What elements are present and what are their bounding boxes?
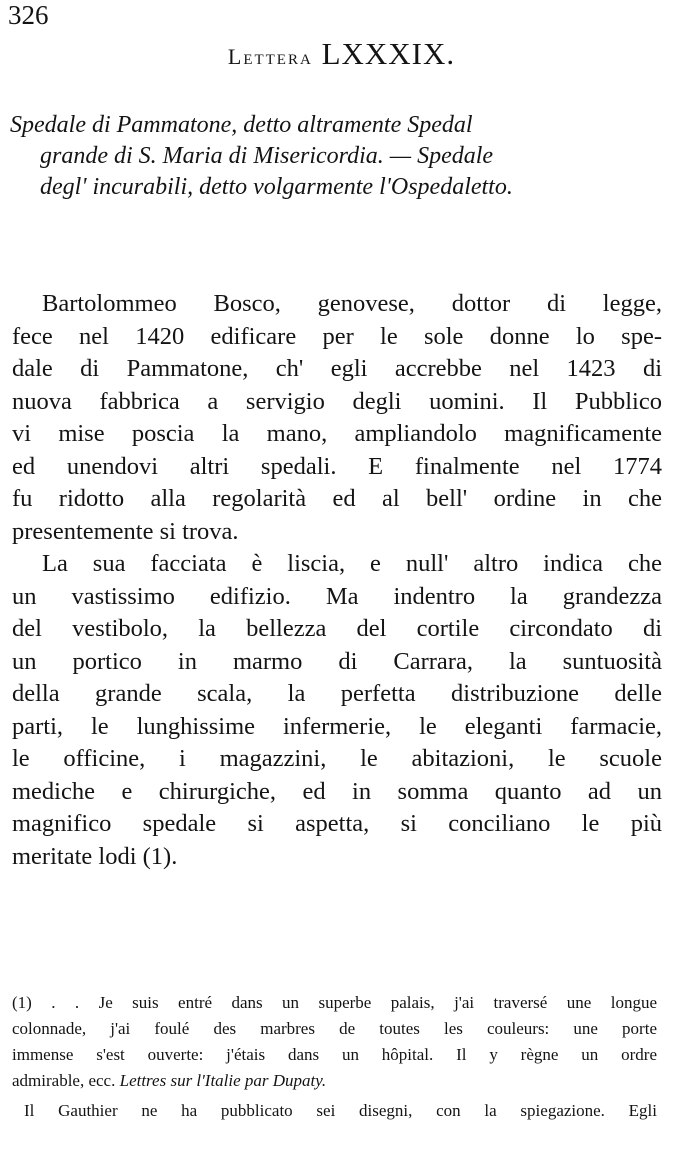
body-line: La sua facciata è liscia, e null' altro indica che: [42, 550, 662, 577]
subtitle-line: Spedale di Pammatone, detto altramente Spedal: [10, 112, 473, 138]
footnote-citation: Lettres sur l'Italie par Dupaty.: [119, 1071, 327, 1090]
body-text: [12, 288, 662, 873]
heading-roman-numeral: LXXXIX.: [321, 36, 456, 71]
body-line: del vestibolo, la bellezza del cortile circondato di: [12, 615, 662, 642]
page-number: 326: [8, 0, 49, 30]
subtitle-line: grande di S. Maria di Misericordia. — Spedale: [40, 143, 494, 169]
body-line: le officine, i magazzini, le abitazioni, le scuole: [12, 745, 662, 772]
body-line: Bartolommeo Bosco, genovese, dottor di legge,: [42, 290, 662, 317]
footnote-text: admirable, ecc.: [12, 1071, 116, 1090]
body-line: parti, le lunghissime infermerie, le eleganti farmacie,: [12, 712, 662, 740]
body-line: vi mise poscia la mano, ampliandolo magnificamente: [12, 420, 662, 447]
body-line: meritate lodi (1).: [12, 842, 178, 870]
heading-prefix: Lettera: [227, 44, 313, 69]
footnote-line: [12, 1068, 657, 1094]
body-line: dale di Pammatone, ch' egli accrebbe nel 1423 di: [12, 355, 662, 382]
body-line: ed unendovi altri spedali. E finalmente nel 1774: [12, 452, 662, 480]
footnote-line: immense s'est ouverte: j'étais dans un hôpital. Il y règne un ordre: [12, 1045, 657, 1064]
footnote-line: (1) . . Je suis entré dans un superbe palais, j'ai traversé une longue: [12, 993, 657, 1012]
subtitle-line: degl' incurabili, detto volgarmente l'Ospedaletto.: [40, 174, 513, 200]
footnotes: [12, 990, 657, 1124]
body-line: fu ridotto alla regolarità ed al bell' ordine in che: [12, 485, 662, 512]
body-line: fece nel 1420 edificare per le sole donne lo spe-: [12, 322, 662, 350]
letter-subtitle: [10, 110, 665, 203]
letter-heading: [0, 36, 683, 75]
body-line: un portico in marmo di Carrara, la suntuosità: [12, 647, 662, 675]
body-line: presentemente si trova.: [12, 517, 239, 545]
body-line: nuova fabbrica a servigio degli uomini. Il Pubblico: [12, 387, 662, 415]
body-line: magnifico spedale si aspetta, si conciliano le più: [12, 810, 662, 837]
footnote-line: colonnade, j'ai foulé des marbres de toutes les couleurs: une porte: [12, 1019, 657, 1038]
body-line: mediche e chirurgiche, ed in somma quanto ad un: [12, 777, 662, 805]
body-line: un vastissimo edifizio. Ma indentro la grandezza: [12, 582, 662, 610]
footnote-line: Il Gauthier ne ha pubblicato sei disegni, con la spiegazione. Egli: [24, 1101, 657, 1120]
body-line: della grande scala, la perfetta distribuzione delle: [12, 680, 662, 707]
